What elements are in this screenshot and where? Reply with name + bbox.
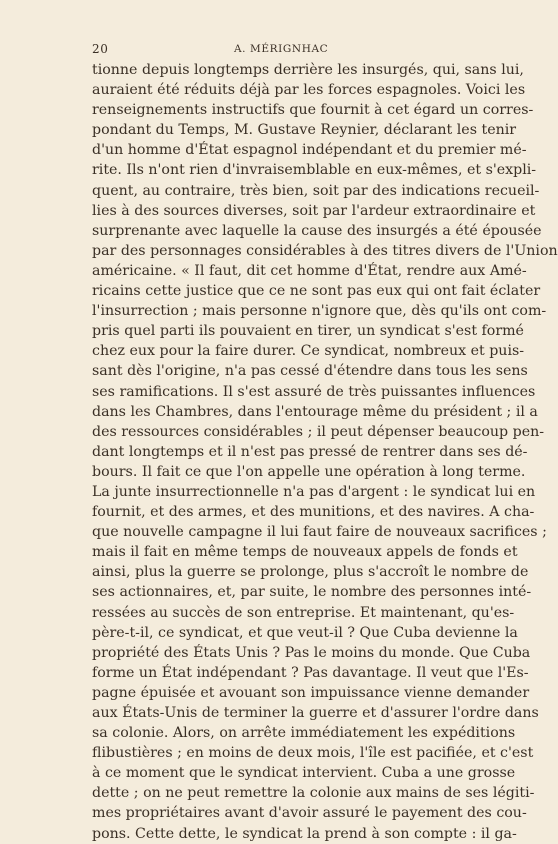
text-line: ses actionnaires, et, par suite, le nombre des personnes inté-	[92, 584, 532, 601]
text-line: bours. Il fait ce que l'on appelle une opération à long terme.	[92, 463, 526, 480]
text-line: surprenante avec laquelle la cause des insurgés a été épousée	[92, 222, 542, 239]
text-line: pagne épuisée et avouant son impuissance vienne demander	[92, 684, 530, 701]
text-line: rite. Ils n'ont rien d'invraisemblable en eux-mêmes, et s'expli-	[92, 162, 537, 179]
text-line: sa colonie. Alors, on arrête immédiatement les expéditions	[92, 725, 516, 742]
text-line: quent, au contraire, très bien, soit par des indications recueil-	[92, 182, 540, 199]
text-line: renseignements instructifs que fournit à cet égard un corres-	[92, 102, 534, 119]
page-header	[92, 42, 486, 58]
running-head: A. MÉRIGNHAC	[234, 43, 329, 55]
page-number: 20	[92, 42, 109, 56]
text-line: fournit, et des armes, et des munitions, et des navires. A cha-	[92, 504, 535, 521]
text-line: chez eux pour la faire durer. Ce syndicat, nombreux et puis-	[92, 343, 525, 360]
text-line: La junte insurrectionnelle n'a pas d'argent : le syndicat lui en	[92, 483, 536, 500]
text-line: tionne depuis longtemps derrière les insurgés, qui, sans lui,	[92, 62, 524, 78]
text-line: dette ; on ne peut remettre la colonie aux mains de ses légiti-	[92, 785, 535, 802]
text-line: pons. Cette dette, le syndicat la prend à son compte : il ga-	[92, 825, 517, 842]
text-line: des ressources considérables ; il peut dépenser beaucoup pen-	[92, 423, 545, 440]
text-line: lies à des sources diverses, soit par l'ardeur extraordinaire et	[92, 202, 536, 219]
text-line: mais il fait en même temps de nouveaux appels de fonds et	[92, 544, 518, 561]
text-line: par des personnages considérables à des titres divers de l'Union	[92, 242, 558, 259]
text-line: dans les Chambres, dans l'entourage même du président ; il a	[92, 403, 538, 420]
text-line: ses ramifications. Il s'est assuré de très puissantes influences	[92, 383, 536, 400]
text-line: l'insurrection ; mais personne n'ignore que, dès qu'ils ont com-	[92, 303, 547, 320]
text-line: américaine. « Il faut, dit cet homme d'État, rendre aux Amé-	[92, 262, 527, 279]
text-line: ricains cette justice que ce ne sont pas eux qui ont fait éclater	[92, 283, 541, 300]
text-line: sant dès l'origine, n'a pas cessé d'étendre dans tous les sens	[92, 363, 528, 380]
text-line: auraient été réduits déjà par les forces espagnoles. Voici les	[92, 82, 526, 99]
text-line: que nouvelle campagne il lui faut faire de nouveaux sacrifices ;	[92, 524, 547, 541]
body-text	[92, 60, 558, 844]
text-line: pris quel parti ils pouvaient en tirer, un syndicat s'est formé	[92, 323, 524, 340]
text-line: à ce moment que le syndicat intervient. Cuba a une grosse	[92, 765, 516, 782]
text-line: mes propriétaires avant d'avoir assuré le payement des cou-	[92, 805, 527, 822]
text-line: ressées au succès de son entreprise. Et maintenant, qu'es-	[92, 604, 515, 621]
text-line: pondant du Temps, M. Gustave Reynier, déclarant les tenir	[92, 122, 517, 139]
text-line: aux États-Unis de terminer la guerre et d'assurer l'ordre dans	[92, 705, 539, 721]
text-line: flibustières ; en moins de deux mois, l'île est pacifiée, et c'est	[92, 745, 534, 762]
text-line: propriété des États Unis ? Pas le moins du monde. Que Cuba	[92, 644, 531, 661]
text-line: d'un homme d'État espagnol indépendant et du premier mé-	[92, 142, 527, 159]
text-line: dant longtemps et il n'est pas pressé de rentrer dans ses dé-	[92, 443, 528, 460]
text-line: forme un État indépendant ? Pas davantage. Il veut que l'Es-	[92, 664, 529, 681]
text-line: ainsi, plus la guerre se prolonge, plus s'accroît le nombre de	[92, 564, 529, 581]
text-line: père-t-il, ce syndicat, et que veut-il ? Que Cuba devienne la	[92, 624, 518, 641]
